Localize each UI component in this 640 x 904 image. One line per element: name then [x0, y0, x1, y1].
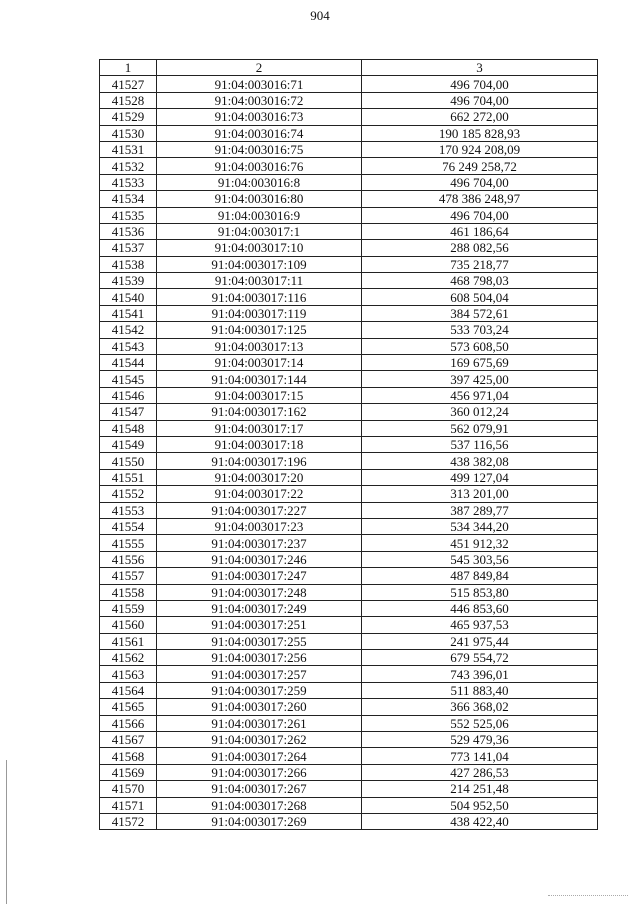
cadastral-value-cell: 662 272,00 — [362, 109, 598, 125]
cadastral-number-cell: 91:04:003017:256 — [157, 650, 362, 666]
table-row — [100, 732, 598, 748]
row-number-cell: 41553 — [100, 502, 157, 518]
cadastral-number-cell: 91:04:003017:259 — [157, 682, 362, 698]
cadastral-value-cell: 773 141,04 — [362, 748, 598, 764]
cadastral-value-table — [99, 59, 598, 830]
row-number-cell: 41550 — [100, 453, 157, 469]
table-row — [100, 699, 598, 715]
table-row — [100, 502, 598, 518]
table-row — [100, 158, 598, 174]
row-number-cell: 41561 — [100, 633, 157, 649]
cadastral-number-cell: 91:04:003017:255 — [157, 633, 362, 649]
cadastral-number-cell: 91:04:003017:257 — [157, 666, 362, 682]
table-row — [100, 273, 598, 289]
row-number-cell: 41549 — [100, 436, 157, 452]
cadastral-value-cell: 169 675,69 — [362, 355, 598, 371]
cadastral-number-cell: 91:04:003017:249 — [157, 600, 362, 616]
table-row — [100, 305, 598, 321]
page-number: 904 — [310, 8, 330, 23]
table-row — [100, 584, 598, 600]
row-number-cell: 41544 — [100, 355, 157, 371]
cadastral-number-cell: 91:04:003017:13 — [157, 338, 362, 354]
cadastral-value-cell: 573 608,50 — [362, 338, 598, 354]
row-number-cell: 41532 — [100, 158, 157, 174]
cadastral-value-cell: 214 251,48 — [362, 781, 598, 797]
row-number-cell: 41565 — [100, 699, 157, 715]
row-number-cell: 41554 — [100, 518, 157, 534]
cadastral-number-cell: 91:04:003017:269 — [157, 813, 362, 829]
cadastral-value-cell: 427 286,53 — [362, 764, 598, 780]
cadastral-value-cell: 478 386 248,97 — [362, 191, 598, 207]
cadastral-value-cell: 562 079,91 — [362, 420, 598, 436]
cadastral-number-cell: 91:04:003016:74 — [157, 125, 362, 141]
table-row — [100, 666, 598, 682]
cadastral-number-cell: 91:04:003017:227 — [157, 502, 362, 518]
cadastral-value-cell: 496 704,00 — [362, 174, 598, 190]
row-number-cell: 41569 — [100, 764, 157, 780]
table-row — [100, 518, 598, 534]
table-row — [100, 387, 598, 403]
cadastral-number-cell: 91:04:003017:11 — [157, 273, 362, 289]
cadastral-value-cell: 496 704,00 — [362, 92, 598, 108]
table-row — [100, 109, 598, 125]
table-row — [100, 174, 598, 190]
cadastral-value-cell: 76 249 258,72 — [362, 158, 598, 174]
table-row — [100, 535, 598, 551]
table-row — [100, 256, 598, 272]
cadastral-number-cell: 91:04:003017:196 — [157, 453, 362, 469]
cadastral-number-cell: 91:04:003017:246 — [157, 551, 362, 567]
row-number-cell: 41543 — [100, 338, 157, 354]
cadastral-value-cell: 288 082,56 — [362, 240, 598, 256]
cadastral-value-cell: 456 971,04 — [362, 387, 598, 403]
cadastral-number-cell: 91:04:003017:268 — [157, 797, 362, 813]
cadastral-value-cell: 545 303,56 — [362, 551, 598, 567]
cadastral-value-cell: 170 924 208,09 — [362, 141, 598, 157]
column-header-3: 3 — [362, 60, 598, 76]
cadastral-value-cell: 313 201,00 — [362, 486, 598, 502]
row-number-cell: 41559 — [100, 600, 157, 616]
row-number-cell: 41533 — [100, 174, 157, 190]
cadastral-number-cell: 91:04:003017:248 — [157, 584, 362, 600]
cadastral-number-cell: 91:04:003017:237 — [157, 535, 362, 551]
table-header-row — [100, 60, 598, 76]
row-number-cell: 41536 — [100, 223, 157, 239]
table-row — [100, 568, 598, 584]
cadastral-number-cell: 91:04:003017:261 — [157, 715, 362, 731]
cadastral-value-cell: 468 798,03 — [362, 273, 598, 289]
cadastral-value-cell: 515 853,80 — [362, 584, 598, 600]
table-row — [100, 240, 598, 256]
row-number-cell: 41570 — [100, 781, 157, 797]
cadastral-value-cell: 446 853,60 — [362, 600, 598, 616]
cadastral-number-cell: 91:04:003017:20 — [157, 469, 362, 485]
cadastral-number-cell: 91:04:003017:247 — [157, 568, 362, 584]
table-row — [100, 633, 598, 649]
row-number-cell: 41562 — [100, 650, 157, 666]
table-row — [100, 682, 598, 698]
cadastral-number-cell: 91:04:003017:125 — [157, 322, 362, 338]
table-row — [100, 404, 598, 420]
table-row — [100, 207, 598, 223]
table-row — [100, 764, 598, 780]
cadastral-value-cell: 397 425,00 — [362, 371, 598, 387]
table-row — [100, 322, 598, 338]
column-header-1: 1 — [100, 60, 157, 76]
cadastral-number-cell: 91:04:003016:80 — [157, 191, 362, 207]
cadastral-number-cell: 91:04:003017:119 — [157, 305, 362, 321]
row-number-cell: 41567 — [100, 732, 157, 748]
scan-margin-line — [6, 760, 7, 904]
table-row — [100, 453, 598, 469]
cadastral-value-cell: 496 704,00 — [362, 207, 598, 223]
row-number-cell: 41545 — [100, 371, 157, 387]
cadastral-value-cell: 537 116,56 — [362, 436, 598, 452]
row-number-cell: 41541 — [100, 305, 157, 321]
table-row — [100, 748, 598, 764]
row-number-cell: 41555 — [100, 535, 157, 551]
cadastral-value-cell: 511 883,40 — [362, 682, 598, 698]
cadastral-value-cell: 366 368,02 — [362, 699, 598, 715]
cadastral-number-cell: 91:04:003016:72 — [157, 92, 362, 108]
column-header-2: 2 — [157, 60, 362, 76]
table-row — [100, 223, 598, 239]
cadastral-number-cell: 91:04:003017:1 — [157, 223, 362, 239]
cadastral-value-cell: 534 344,20 — [362, 518, 598, 534]
table-row — [100, 617, 598, 633]
table-row — [100, 289, 598, 305]
row-number-cell: 41564 — [100, 682, 157, 698]
row-number-cell: 41529 — [100, 109, 157, 125]
table-row — [100, 420, 598, 436]
row-number-cell: 41528 — [100, 92, 157, 108]
cadastral-number-cell: 91:04:003017:17 — [157, 420, 362, 436]
row-number-cell: 41535 — [100, 207, 157, 223]
cadastral-value-cell: 384 572,61 — [362, 305, 598, 321]
cadastral-value-cell: 608 504,04 — [362, 289, 598, 305]
cadastral-value-cell: 552 525,06 — [362, 715, 598, 731]
row-number-cell: 41537 — [100, 240, 157, 256]
row-number-cell: 41539 — [100, 273, 157, 289]
table-body — [100, 76, 598, 830]
cadastral-value-cell: 451 912,32 — [362, 535, 598, 551]
cadastral-number-cell: 91:04:003017:267 — [157, 781, 362, 797]
table-row — [100, 191, 598, 207]
cadastral-number-cell: 91:04:003016:71 — [157, 76, 362, 92]
cadastral-value-cell: 496 704,00 — [362, 76, 598, 92]
row-number-cell: 41548 — [100, 420, 157, 436]
cadastral-number-cell: 91:04:003016:8 — [157, 174, 362, 190]
row-number-cell: 41530 — [100, 125, 157, 141]
table-row — [100, 469, 598, 485]
scan-artifact — [548, 892, 628, 896]
cadastral-number-cell: 91:04:003017:22 — [157, 486, 362, 502]
cadastral-number-cell: 91:04:003017:266 — [157, 764, 362, 780]
table-row — [100, 813, 598, 829]
cadastral-value-cell: 487 849,84 — [362, 568, 598, 584]
cadastral-value-cell: 241 975,44 — [362, 633, 598, 649]
cadastral-number-cell: 91:04:003016:73 — [157, 109, 362, 125]
cadastral-value-cell: 504 952,50 — [362, 797, 598, 813]
cadastral-value-cell: 387 289,77 — [362, 502, 598, 518]
table-row — [100, 436, 598, 452]
cadastral-value-cell: 679 554,72 — [362, 650, 598, 666]
row-number-cell: 41560 — [100, 617, 157, 633]
row-number-cell: 41558 — [100, 584, 157, 600]
row-number-cell: 41563 — [100, 666, 157, 682]
table-row — [100, 92, 598, 108]
row-number-cell: 41551 — [100, 469, 157, 485]
table-row — [100, 486, 598, 502]
table-row — [100, 797, 598, 813]
cadastral-number-cell: 91:04:003017:264 — [157, 748, 362, 764]
cadastral-value-cell: 499 127,04 — [362, 469, 598, 485]
cadastral-number-cell: 91:04:003017:14 — [157, 355, 362, 371]
cadastral-number-cell: 91:04:003017:262 — [157, 732, 362, 748]
row-number-cell: 41568 — [100, 748, 157, 764]
row-number-cell: 41540 — [100, 289, 157, 305]
table-row — [100, 355, 598, 371]
cadastral-number-cell: 91:04:003017:15 — [157, 387, 362, 403]
row-number-cell: 41531 — [100, 141, 157, 157]
cadastral-number-cell: 91:04:003016:75 — [157, 141, 362, 157]
table-row — [100, 715, 598, 731]
cadastral-value-cell: 533 703,24 — [362, 322, 598, 338]
cadastral-number-cell: 91:04:003017:109 — [157, 256, 362, 272]
cadastral-number-cell: 91:04:003017:144 — [157, 371, 362, 387]
table-row — [100, 141, 598, 157]
cadastral-value-cell: 438 422,40 — [362, 813, 598, 829]
cadastral-number-cell: 91:04:003017:116 — [157, 289, 362, 305]
cadastral-value-cell: 190 185 828,93 — [362, 125, 598, 141]
table-row — [100, 600, 598, 616]
table-row — [100, 551, 598, 567]
row-number-cell: 41538 — [100, 256, 157, 272]
row-number-cell: 41534 — [100, 191, 157, 207]
cadastral-number-cell: 91:04:003017:251 — [157, 617, 362, 633]
cadastral-value-cell: 529 479,36 — [362, 732, 598, 748]
cadastral-value-cell: 465 937,53 — [362, 617, 598, 633]
cadastral-number-cell: 91:04:003017:18 — [157, 436, 362, 452]
cadastral-number-cell: 91:04:003017:162 — [157, 404, 362, 420]
cadastral-number-cell: 91:04:003016:9 — [157, 207, 362, 223]
cadastral-number-cell: 91:04:003017:260 — [157, 699, 362, 715]
cadastral-value-cell: 360 012,24 — [362, 404, 598, 420]
row-number-cell: 41542 — [100, 322, 157, 338]
row-number-cell: 41557 — [100, 568, 157, 584]
row-number-cell: 41571 — [100, 797, 157, 813]
row-number-cell: 41566 — [100, 715, 157, 731]
row-number-cell: 41552 — [100, 486, 157, 502]
cadastral-number-cell: 91:04:003017:10 — [157, 240, 362, 256]
table-row — [100, 125, 598, 141]
row-number-cell: 41572 — [100, 813, 157, 829]
table-row — [100, 781, 598, 797]
cadastral-value-cell: 461 186,64 — [362, 223, 598, 239]
cadastral-number-cell: 91:04:003017:23 — [157, 518, 362, 534]
cadastral-value-cell: 735 218,77 — [362, 256, 598, 272]
table-row — [100, 650, 598, 666]
table-row — [100, 371, 598, 387]
table-row — [100, 338, 598, 354]
cadastral-value-cell: 438 382,08 — [362, 453, 598, 469]
table-row — [100, 76, 598, 92]
row-number-cell: 41547 — [100, 404, 157, 420]
cadastral-number-cell: 91:04:003016:76 — [157, 158, 362, 174]
row-number-cell: 41527 — [100, 76, 157, 92]
row-number-cell: 41556 — [100, 551, 157, 567]
row-number-cell: 41546 — [100, 387, 157, 403]
cadastral-value-cell: 743 396,01 — [362, 666, 598, 682]
